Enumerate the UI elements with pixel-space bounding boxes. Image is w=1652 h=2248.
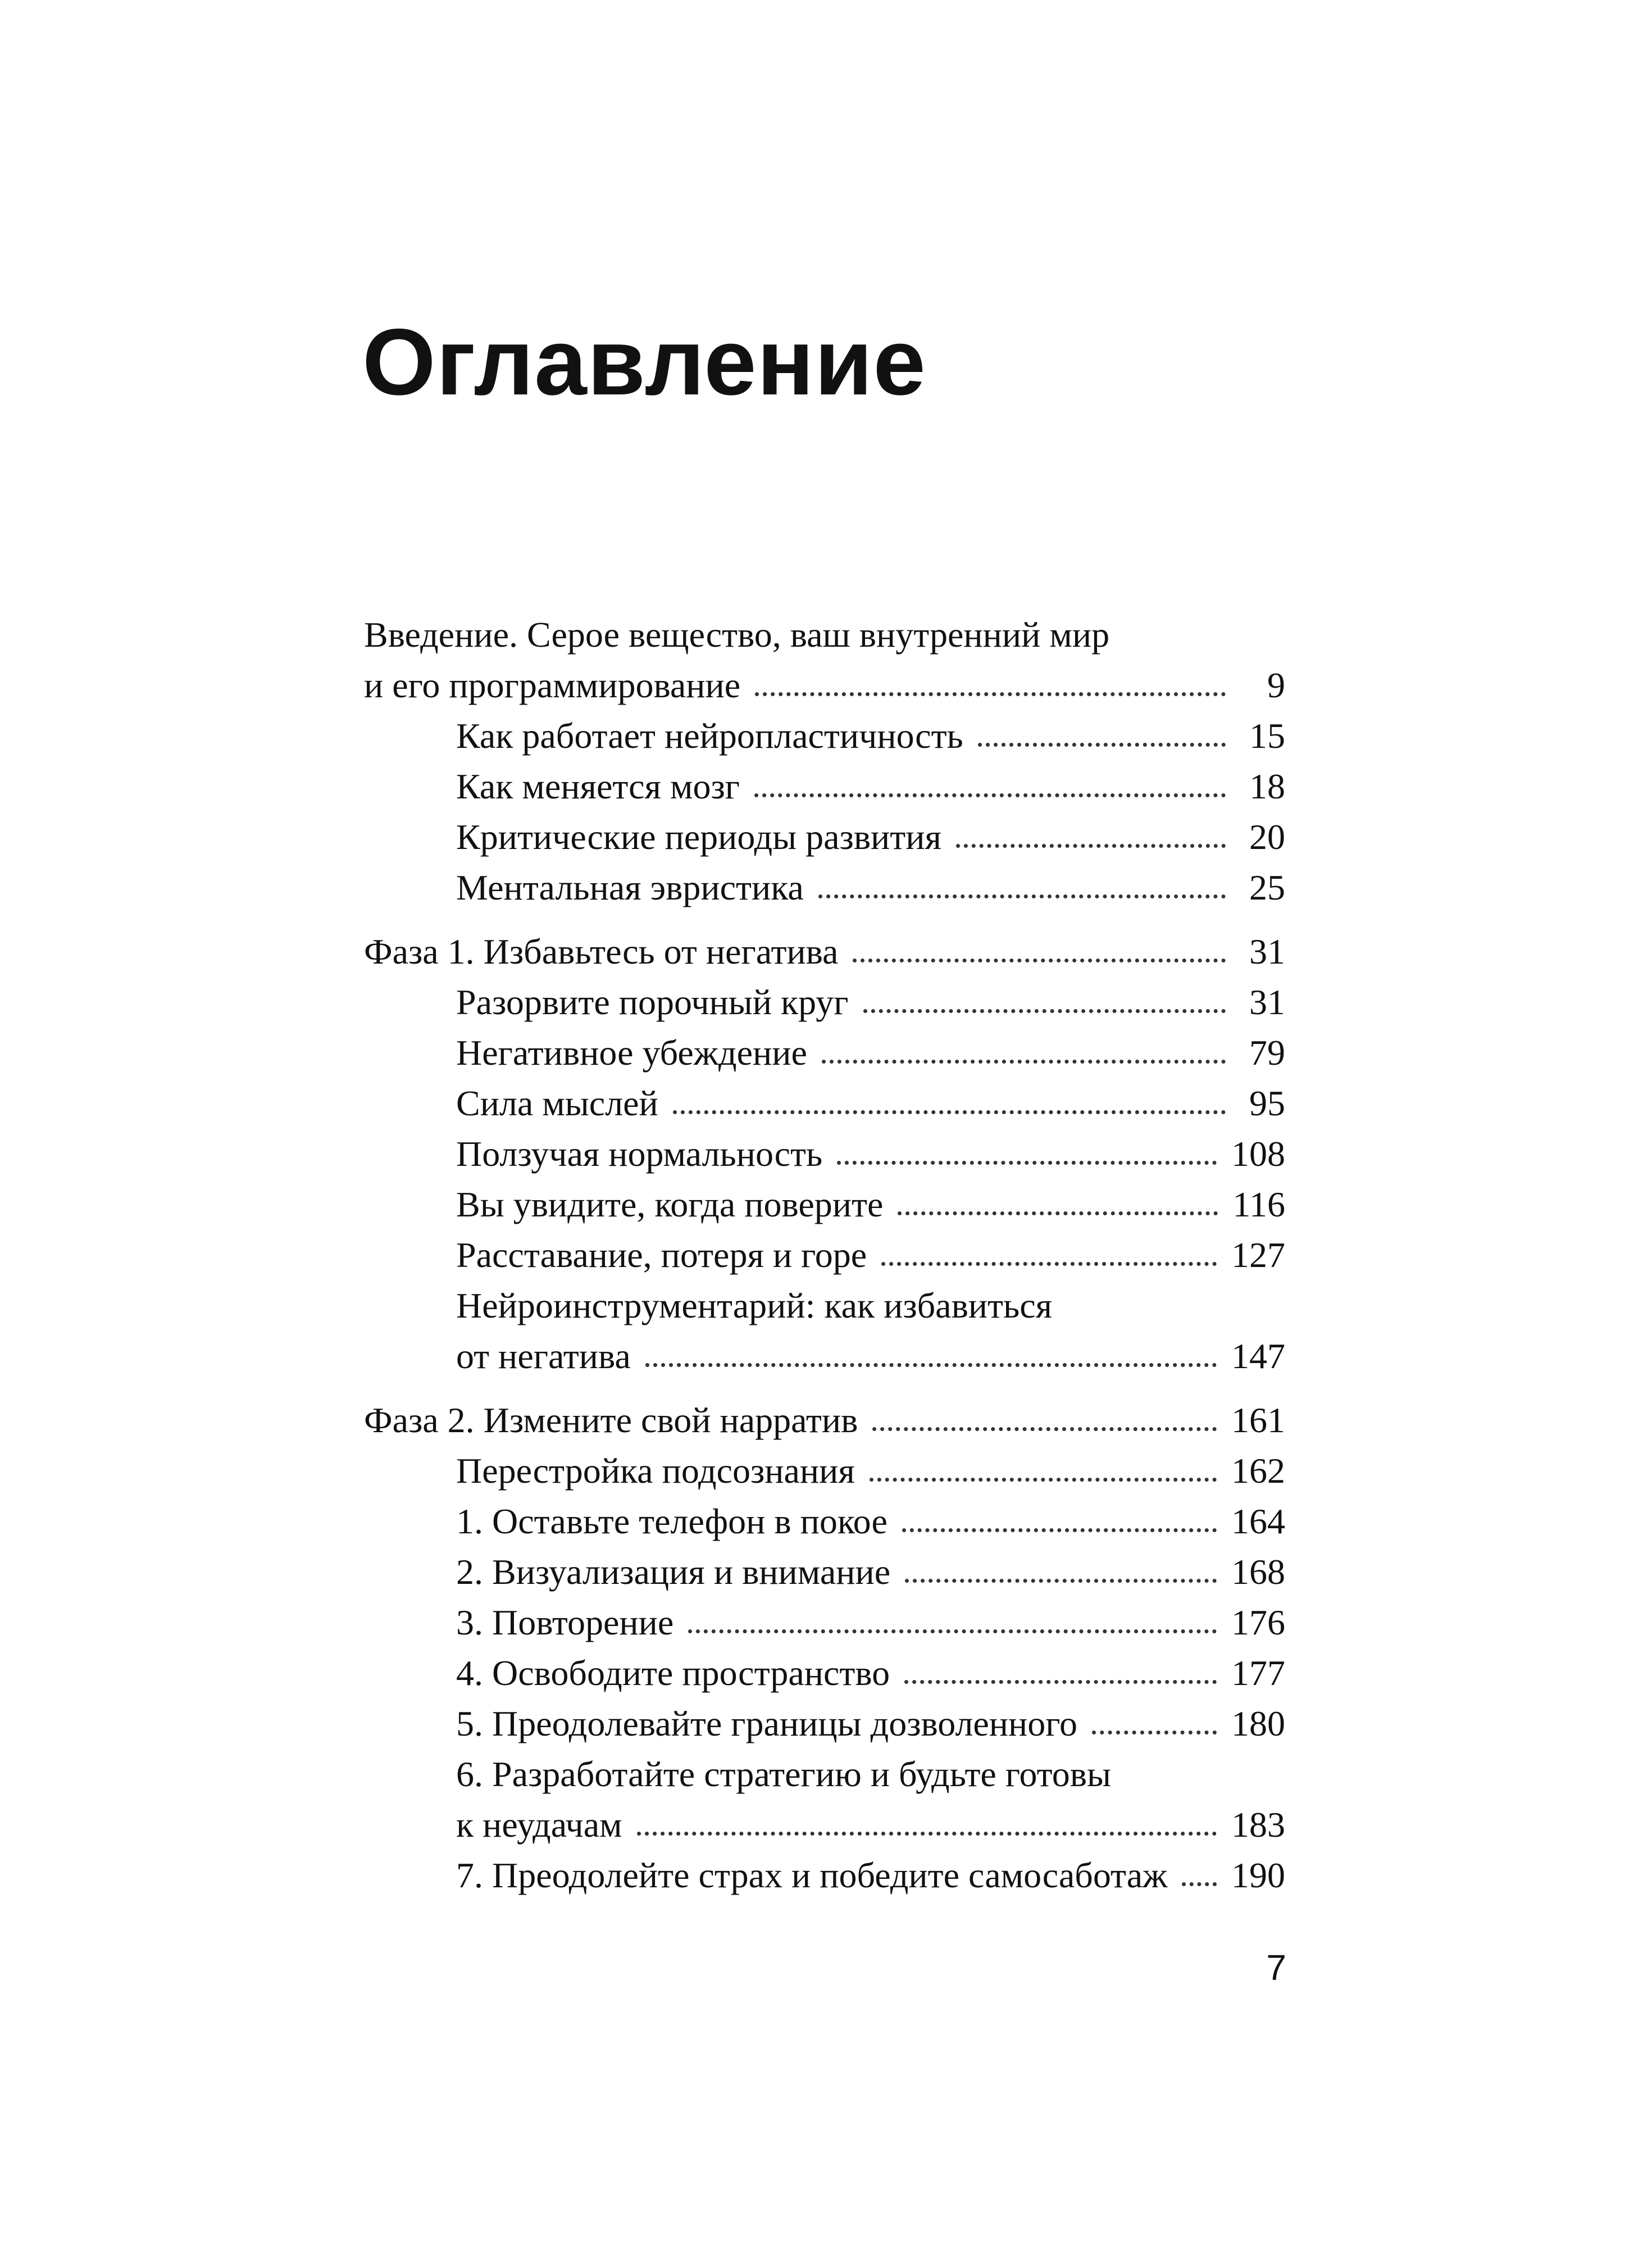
dot-leader xyxy=(904,1680,1217,1684)
toc-entry-phase-2[interactable] xyxy=(364,1395,1285,1446)
toc-page-number: 183 xyxy=(1231,1805,1285,1845)
toc-entry-title: 6. Разработайте стратегию и будьте готовы xyxy=(456,1754,1111,1794)
dot-leader xyxy=(645,1363,1217,1367)
toc-page-number: 147 xyxy=(1231,1336,1285,1376)
toc-entry-title: Фаза 2. Измените свой нарратив xyxy=(364,1400,858,1440)
toc-entry-title: и его программирование xyxy=(364,665,741,705)
toc-page-number: 79 xyxy=(1249,1033,1285,1073)
toc-page-number: 18 xyxy=(1249,766,1285,806)
toc-page-number: 177 xyxy=(1231,1653,1285,1693)
dot-leader xyxy=(881,1262,1217,1266)
toc-entry-loss-and-grief[interactable] xyxy=(364,1230,1285,1280)
dot-leader xyxy=(870,1478,1217,1482)
dot-leader xyxy=(818,894,1226,898)
dot-leader xyxy=(1092,1731,1217,1734)
toc-entry-title: Вы увидите, когда поверите xyxy=(456,1184,884,1224)
toc-entry-brain-change[interactable] xyxy=(364,761,1285,812)
toc-entry-title: Перестройка подсознания xyxy=(456,1451,855,1491)
dot-leader xyxy=(863,1009,1226,1013)
toc-page-number: 164 xyxy=(1231,1501,1285,1541)
toc-page-number: 20 xyxy=(1249,817,1285,857)
toc-entry-neuroplasticity[interactable] xyxy=(364,711,1285,761)
toc-page-number: 25 xyxy=(1249,868,1285,907)
toc-entry-title: 2. Визуализация и внимание xyxy=(456,1552,891,1592)
toc-entry-free-space[interactable] xyxy=(364,1648,1285,1699)
dot-leader xyxy=(872,1427,1217,1431)
toc-entry-break-cycle[interactable] xyxy=(364,977,1285,1028)
toc-entry-title: Критические периоды развития xyxy=(456,817,941,857)
table-of-contents xyxy=(364,610,1285,1914)
toc-page-number: 116 xyxy=(1232,1184,1285,1224)
toc-page-number: 9 xyxy=(1267,665,1285,705)
toc-entry-title: к неудачам xyxy=(456,1805,622,1845)
toc-entry-visualization[interactable] xyxy=(364,1547,1285,1597)
toc-entry-title: 1. Оставьте телефон в покое xyxy=(456,1501,888,1541)
dot-leader xyxy=(837,1161,1217,1165)
toc-entry-title: Сила мыслей xyxy=(456,1083,658,1123)
toc-entry-intro[interactable] xyxy=(364,610,1285,711)
toc-entry-phone[interactable] xyxy=(364,1496,1285,1547)
toc-page-number: 180 xyxy=(1231,1704,1285,1743)
toc-entry-title: Разорвите порочный круг xyxy=(456,982,849,1022)
dot-leader xyxy=(978,743,1226,747)
toc-entry-title: Ползучая нормальность xyxy=(456,1134,823,1174)
toc-page-number: 176 xyxy=(1231,1602,1285,1642)
toc-entry-neuro-toolkit-1[interactable] xyxy=(364,1280,1285,1382)
dot-leader xyxy=(688,1629,1217,1633)
dot-leader xyxy=(853,959,1226,962)
toc-entry-believe-to-see[interactable] xyxy=(364,1179,1285,1230)
toc-entry-title: Ментальная эвристика xyxy=(456,868,804,907)
toc-page-number: 127 xyxy=(1231,1235,1285,1275)
toc-section-phase-2 xyxy=(364,1395,1285,1901)
toc-page-number: 15 xyxy=(1249,716,1285,756)
toc-entry-creeping-normality[interactable] xyxy=(364,1129,1285,1179)
dot-leader xyxy=(1182,1882,1217,1886)
toc-entry-title: 4. Освободите пространство xyxy=(456,1653,890,1693)
dot-leader xyxy=(902,1528,1217,1532)
toc-entry-title: Негативное убеждение xyxy=(456,1033,807,1073)
dot-leader xyxy=(754,793,1226,797)
dot-leader xyxy=(956,844,1226,848)
toc-entry-subconscious[interactable] xyxy=(364,1446,1285,1496)
toc-entry-title: Введение. Серое вещество, ваш внутренний мир xyxy=(364,615,1110,655)
toc-page-number: 31 xyxy=(1249,932,1285,971)
toc-entry-title: Как работает нейропластичность xyxy=(456,716,963,756)
dot-leader xyxy=(822,1060,1226,1064)
toc-entry-title: Как меняется мозг xyxy=(456,766,740,806)
toc-entry-title: от негатива xyxy=(456,1336,631,1376)
toc-entry-mental-heuristics[interactable] xyxy=(364,862,1285,913)
toc-page-number: 161 xyxy=(1231,1400,1285,1440)
toc-page-number: 95 xyxy=(1249,1083,1285,1123)
toc-entry-critical-periods[interactable] xyxy=(364,812,1285,862)
toc-page-number: 168 xyxy=(1231,1552,1285,1592)
toc-page-number: 108 xyxy=(1231,1134,1285,1174)
toc-entry-boundaries[interactable] xyxy=(364,1699,1285,1749)
dot-leader xyxy=(905,1579,1217,1583)
toc-page-number: 162 xyxy=(1231,1451,1285,1491)
toc-section-intro xyxy=(364,610,1285,913)
toc-entry-power-of-thoughts[interactable] xyxy=(364,1078,1285,1129)
toc-entry-repetition[interactable] xyxy=(364,1597,1285,1648)
toc-entry-title: Расставание, потеря и горе xyxy=(456,1235,867,1275)
toc-entry-title: Фаза 1. Избавьтесь от негатива xyxy=(364,932,839,971)
toc-entry-strategy[interactable] xyxy=(364,1749,1285,1850)
page-number: 7 xyxy=(1266,1947,1286,1988)
toc-entry-negative-belief[interactable] xyxy=(364,1028,1285,1078)
dot-leader xyxy=(755,692,1226,696)
toc-entry-title: 5. Преодолевайте границы дозволенного xyxy=(456,1704,1077,1743)
dot-leader xyxy=(898,1211,1218,1215)
toc-entry-fear[interactable] xyxy=(364,1850,1285,1901)
toc-entry-title: Нейроинструментарий: как избавиться xyxy=(456,1286,1053,1325)
toc-entry-phase-1[interactable] xyxy=(364,927,1285,977)
toc-section-phase-1 xyxy=(364,927,1285,1382)
toc-page-number: 31 xyxy=(1249,982,1285,1022)
toc-entry-title: 7. Преодолейте страх и победите самосаботаж xyxy=(456,1855,1168,1895)
toc-page-number: 190 xyxy=(1231,1855,1285,1895)
toc-entry-title: 3. Повторение xyxy=(456,1602,674,1642)
dot-leader xyxy=(637,1832,1217,1836)
page-title: Оглавление xyxy=(362,309,926,415)
dot-leader xyxy=(673,1110,1226,1114)
